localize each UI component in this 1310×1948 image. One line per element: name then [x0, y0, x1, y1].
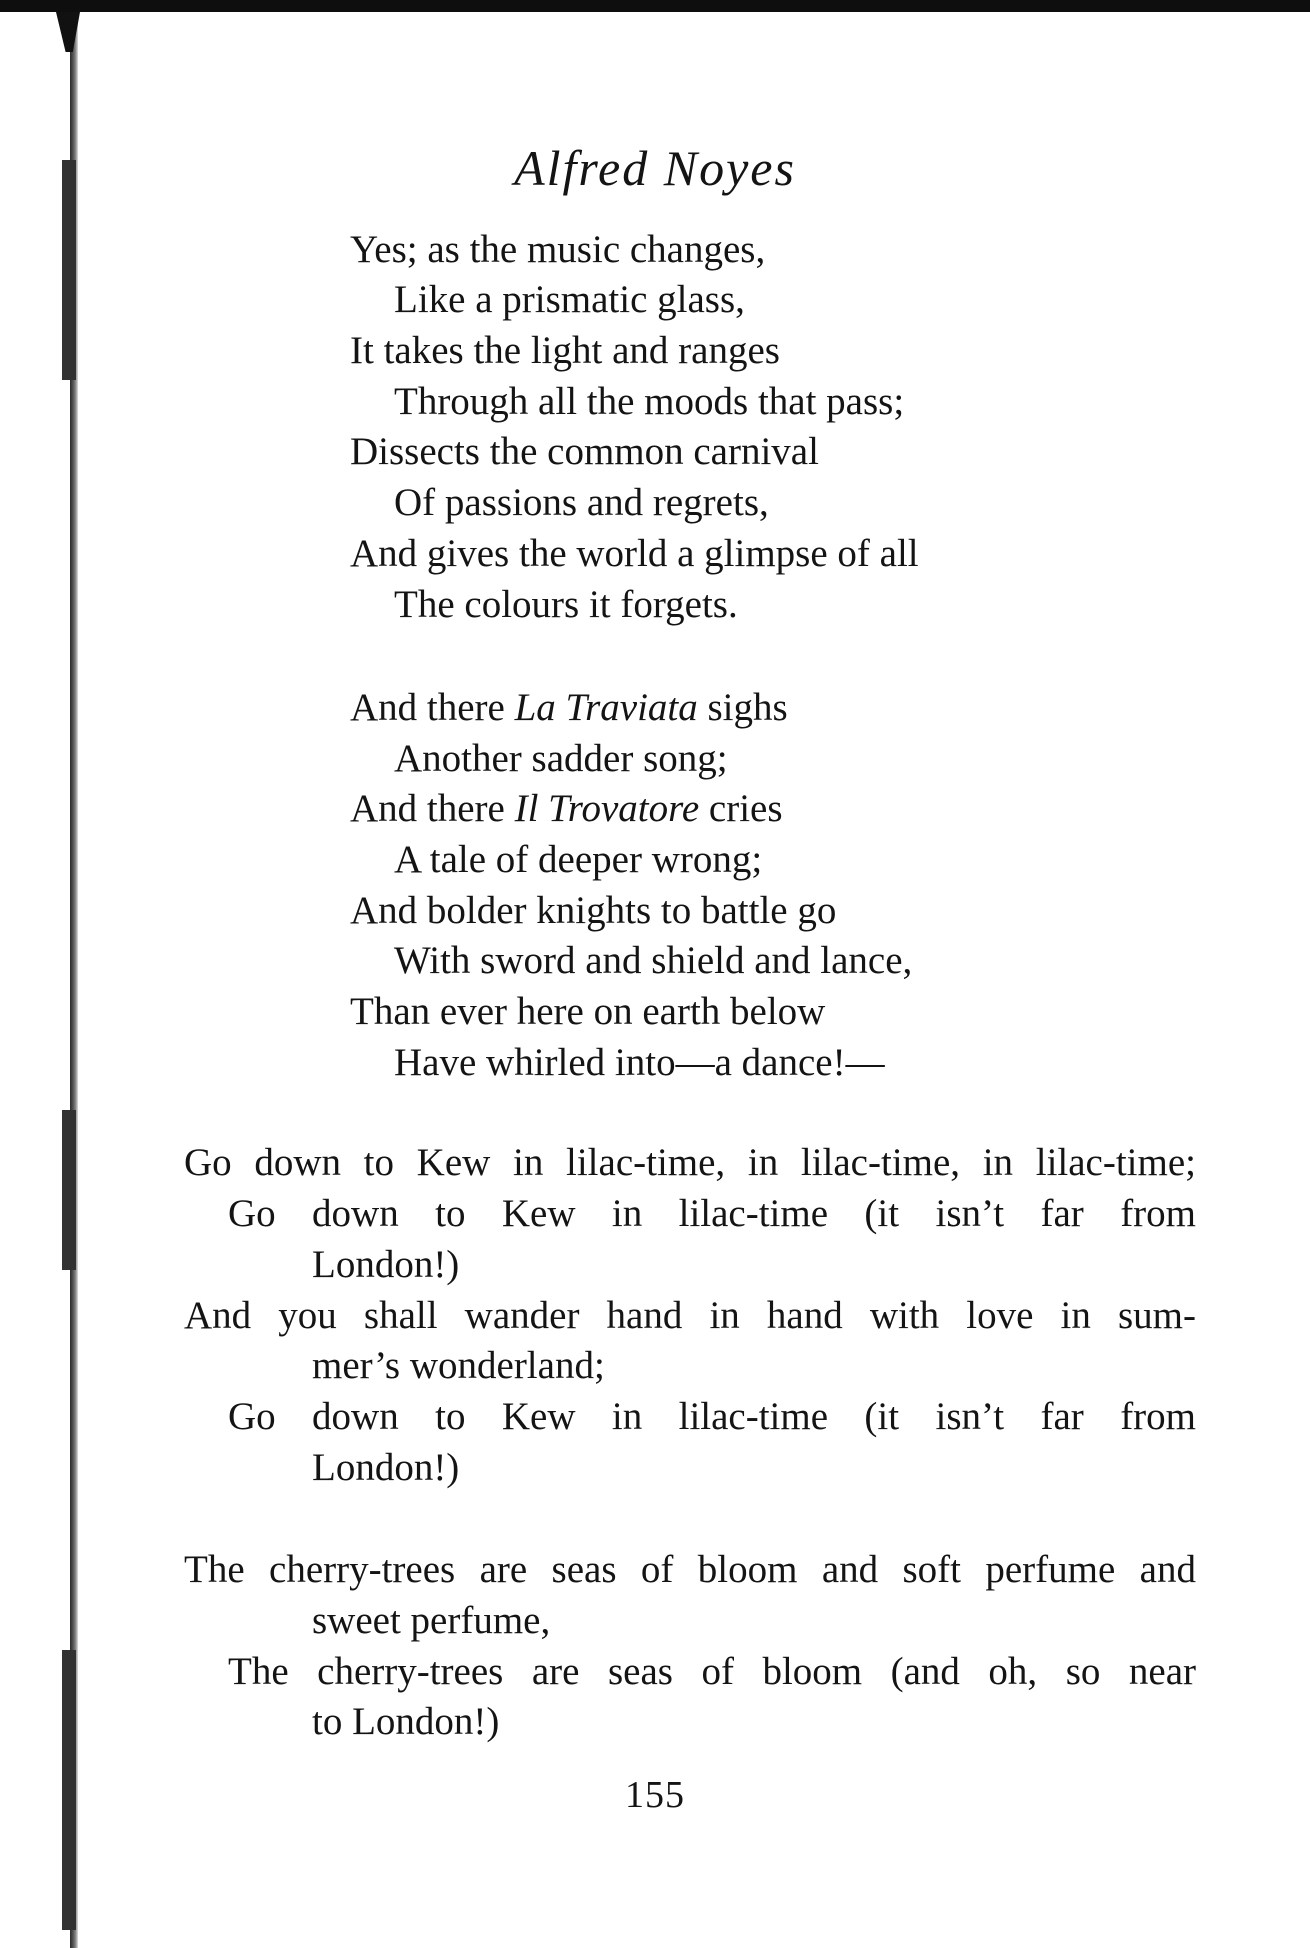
spine-shadow-mark — [62, 1110, 76, 1270]
running-head-author: Alfred Noyes — [514, 140, 796, 196]
verse-line: Of passions and regrets, — [394, 481, 769, 524]
verse-line: And there La Traviata sighs — [350, 686, 788, 729]
verse-line: And there Il Trovatore cries — [350, 787, 783, 830]
opera-title: La Traviata — [514, 686, 698, 729]
verse-line: Go down to Kew in lilac-time (it isn’t far from — [228, 1192, 1196, 1235]
verse-line: And bolder knights to battle go — [350, 889, 837, 932]
verse-line: With sword and shield and lance, — [394, 939, 913, 982]
verse-line: Dissects the common carnival — [350, 430, 819, 473]
verse-line: mer’s wonderland; — [312, 1344, 605, 1387]
verse-line: Like a prismatic glass, — [394, 278, 745, 321]
verse-line: Yes; as the music changes, — [350, 228, 766, 271]
page-number: 155 — [625, 1774, 685, 1816]
verse-line: Through all the moods that pass; — [394, 380, 905, 423]
verse-line: to London!) — [312, 1700, 500, 1743]
verse-line: Another sadder song; — [394, 737, 728, 780]
verse-line: It takes the light and ranges — [350, 329, 780, 372]
opera-title: Il Trovatore — [514, 787, 700, 830]
verse-line: And you shall wander hand in hand with love in sum- — [184, 1294, 1196, 1337]
verse-line: The cherry-trees are seas of bloom (and oh, so near — [228, 1650, 1196, 1693]
verse-line: Go down to Kew in lilac-time, in lilac-time, in lilac-time; — [184, 1141, 1196, 1184]
top-border-rule — [0, 0, 1310, 12]
verse-line: Go down to Kew in lilac-time (it isn’t far from — [228, 1395, 1196, 1438]
verse-line: sweet perfume, — [312, 1599, 551, 1642]
verse-line: Have whirled into—a dance!— — [394, 1041, 885, 1084]
verse-line: Than ever here on earth below — [350, 990, 826, 1033]
verse-line: The cherry-trees are seas of bloom and soft perfume and — [184, 1548, 1196, 1591]
verse-line: The colours it forgets. — [394, 583, 738, 626]
verse-line: London!) — [312, 1446, 460, 1489]
verse-line: London!) — [312, 1243, 460, 1286]
verse-line: A tale of deeper wrong; — [394, 838, 763, 881]
verse-line: And gives the world a glimpse of all — [350, 532, 919, 575]
